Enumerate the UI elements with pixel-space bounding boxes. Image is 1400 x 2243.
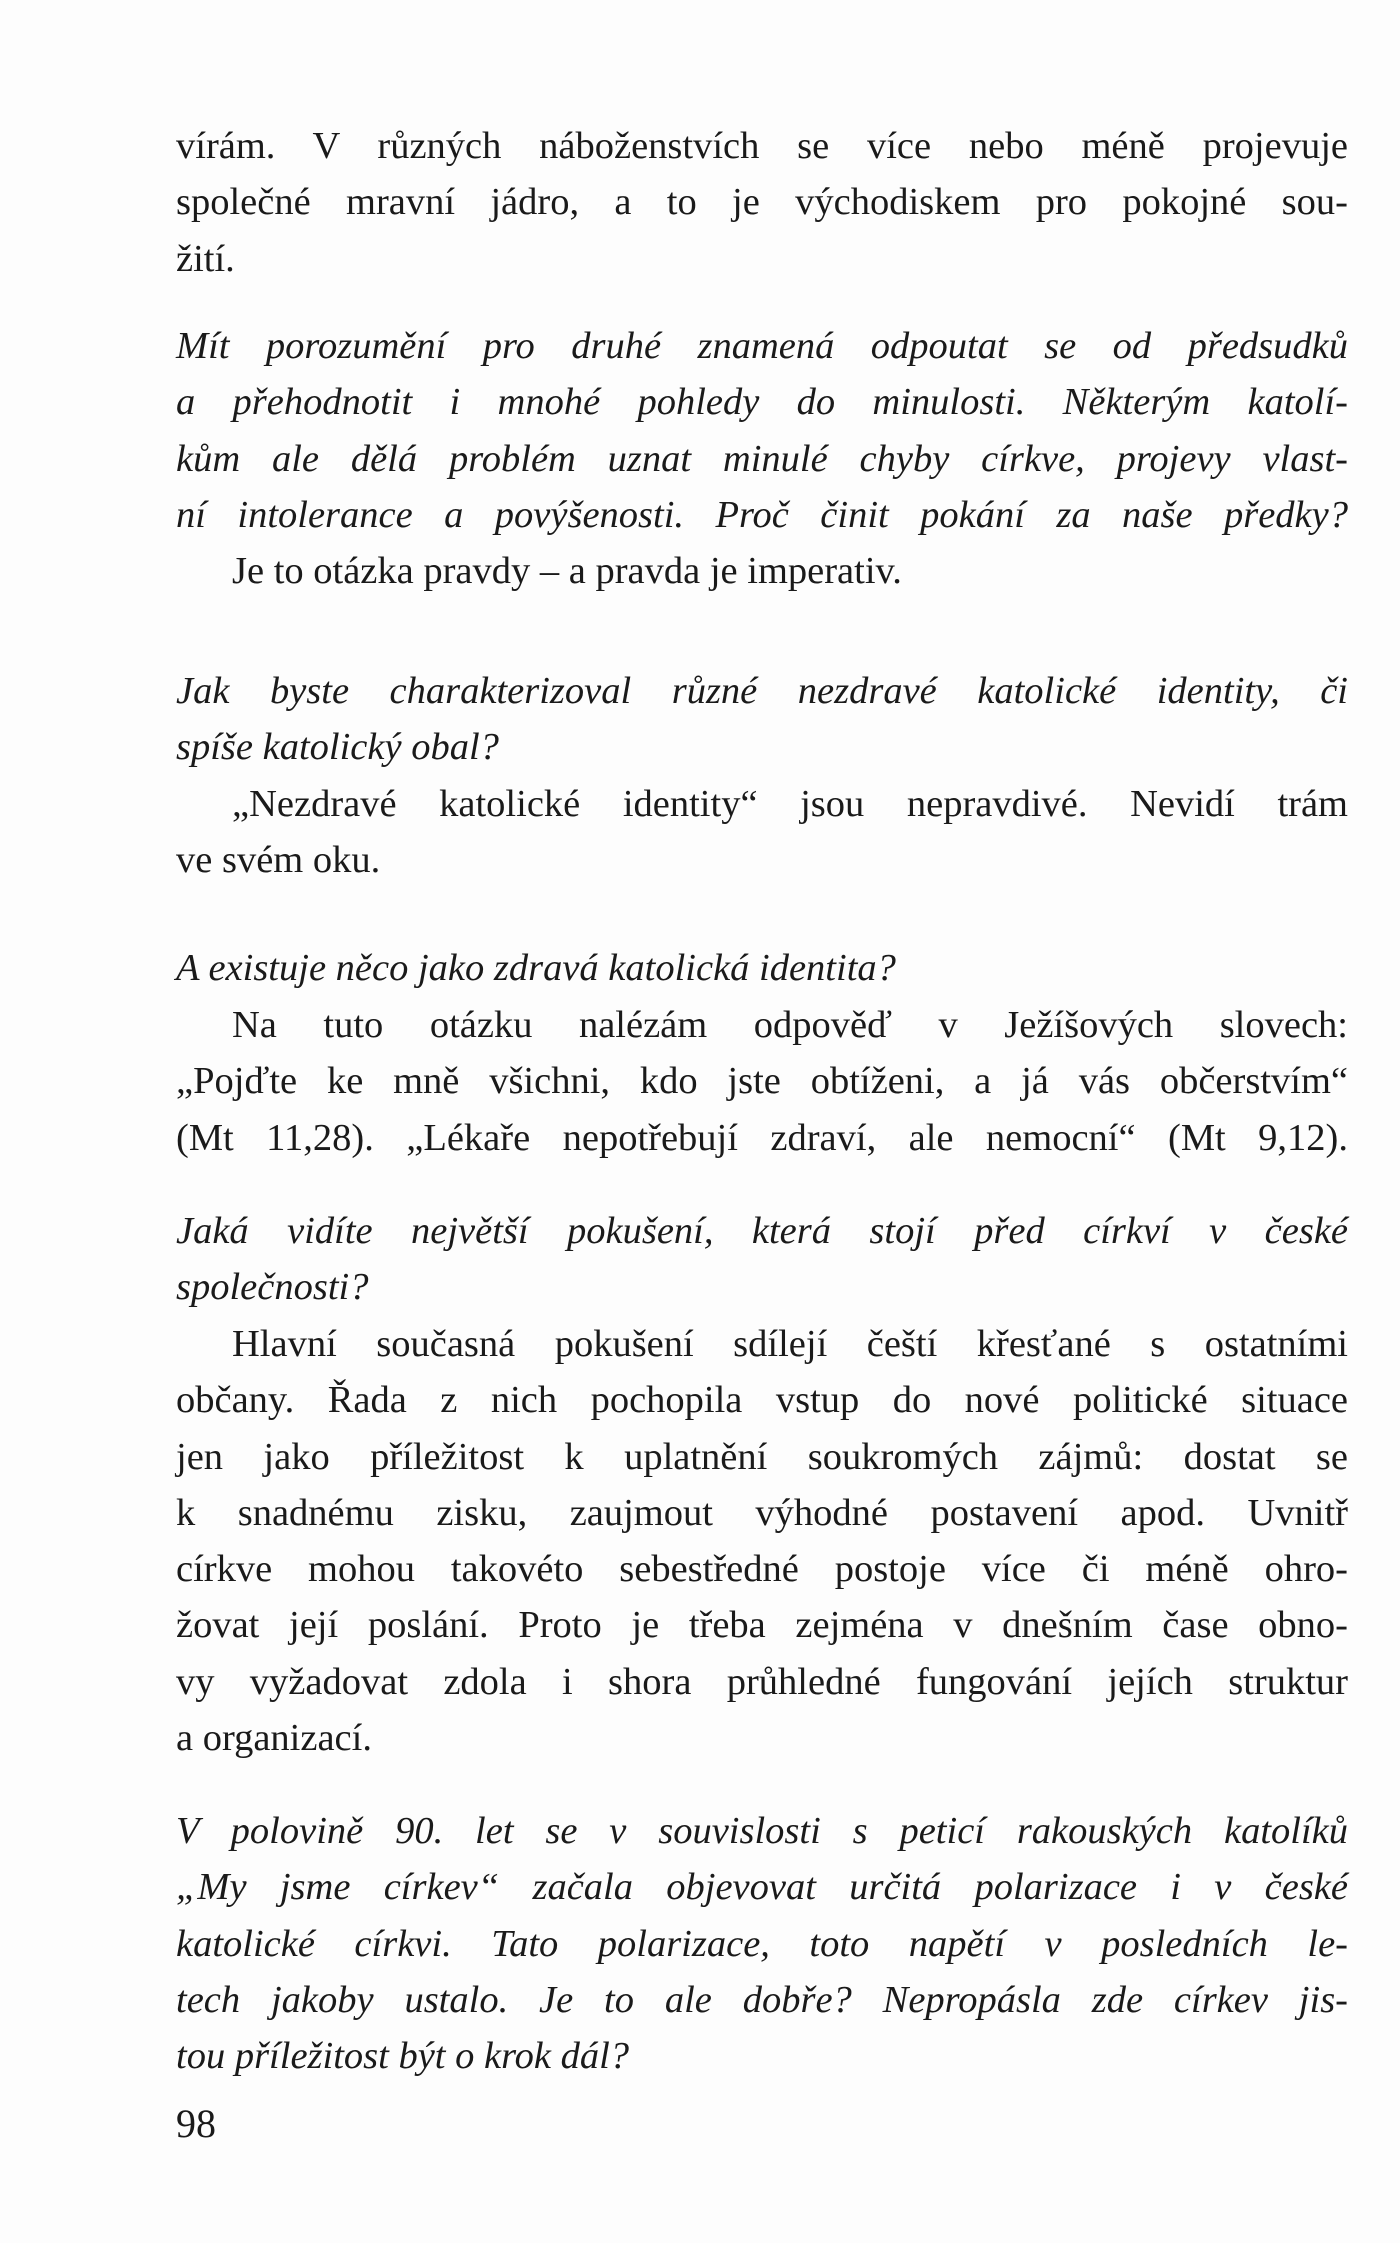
text-line: jen jako příležitost k uplatnění soukromých zájmů: dostat se	[176, 1435, 1348, 1478]
text-line: k snadnému zisku, zaujmout výhodné postavení apod. Uvnitř	[176, 1491, 1348, 1534]
text-line: církve mohou takovéto sebestředné postoje více či méně ohro-	[176, 1548, 1348, 1591]
text-line: katolické církvi. Tato polarizace, toto napětí v posledních le-	[176, 1922, 1348, 1965]
text-line: Hlavní současná pokušení sdílejí čeští křesťané s ostatními	[232, 1323, 1348, 1365]
page-number: 98	[176, 2101, 216, 2146]
text-line: kům ale dělá problém uznat minulé chyby církve, projevy vlast-	[176, 437, 1348, 480]
text-line: společnosti?	[176, 1266, 369, 1309]
text-line: spíše katolický obal?	[176, 726, 499, 769]
text-line: „Nezdravé katolické identity“ jsou nepravdivé. Nevidí trám	[232, 783, 1348, 825]
text-line: (Mt 11,28). „Lékaře nepotřebují zdraví, ale nemocní“ (Mt 9,12).	[176, 1116, 1348, 1159]
text-line: a organizací.	[176, 1717, 372, 1760]
answer-paragraph	[176, 1316, 1348, 1766]
answer-paragraph	[176, 118, 1348, 287]
text-line: Jak byste charakterizoval různé nezdravé katolické identity, či	[176, 670, 1348, 712]
text-line: Na tuto otázku nalézám odpověď v Ježíšových slovech:	[232, 1004, 1348, 1046]
text-line: vírám. V různých náboženstvích se více nebo méně projevuje	[176, 125, 1348, 167]
answer-paragraph	[176, 997, 1348, 1166]
text-line: a přehodnotit i mnohé pohledy do minulosti. Některým katolí-	[176, 381, 1348, 424]
text-line: společné mravní jádro, a to je východiskem pro pokojné sou-	[176, 181, 1348, 224]
question-paragraph	[176, 663, 1348, 776]
answer-paragraph	[176, 776, 1348, 889]
question-paragraph	[176, 1803, 1348, 2084]
answer-paragraph	[176, 543, 1348, 599]
text-line: Je to otázka pravdy – a pravda je imperativ.	[232, 550, 902, 592]
question-paragraph	[176, 318, 1348, 543]
text-line: ve svém oku.	[176, 839, 381, 882]
text-line: tou příležitost být o krok dál?	[176, 2035, 630, 2078]
text-line: žovat její poslání. Proto je třeba zejména v dnešním čase obno-	[176, 1604, 1348, 1647]
text-line: žití.	[176, 237, 235, 280]
text-line: tech jakoby ustalo. Je to ale dobře? Nepropásla zde církev jis-	[176, 1978, 1348, 2021]
text-line: „My jsme církev“ začala objevovat určitá polarizace i v české	[176, 1866, 1348, 1909]
text-line: V polovině 90. let se v souvislosti s peticí rakouských katolíků	[176, 1810, 1348, 1852]
text-line: A existuje něco jako zdravá katolická identita?	[176, 947, 896, 989]
text-line: vy vyžadovat zdola i shora průhledné fungování jejích struktur	[176, 1660, 1348, 1703]
question-paragraph	[176, 1203, 1348, 1316]
text-line: „Pojďte ke mně všichni, kdo jste obtíženi, a já vás občerstvím“	[176, 1060, 1348, 1103]
text-line: Jaká vidíte největší pokušení, která stojí před církví v české	[176, 1210, 1348, 1252]
text-line: ní intolerance a povýšenosti. Proč činit pokání za naše předky?	[176, 493, 1348, 536]
question-paragraph	[176, 940, 1348, 996]
text-line: občany. Řada z nich pochopila vstup do nové politické situace	[176, 1379, 1348, 1422]
text-line: Mít porozumění pro druhé znamená odpoutat se od předsudků	[176, 325, 1348, 367]
